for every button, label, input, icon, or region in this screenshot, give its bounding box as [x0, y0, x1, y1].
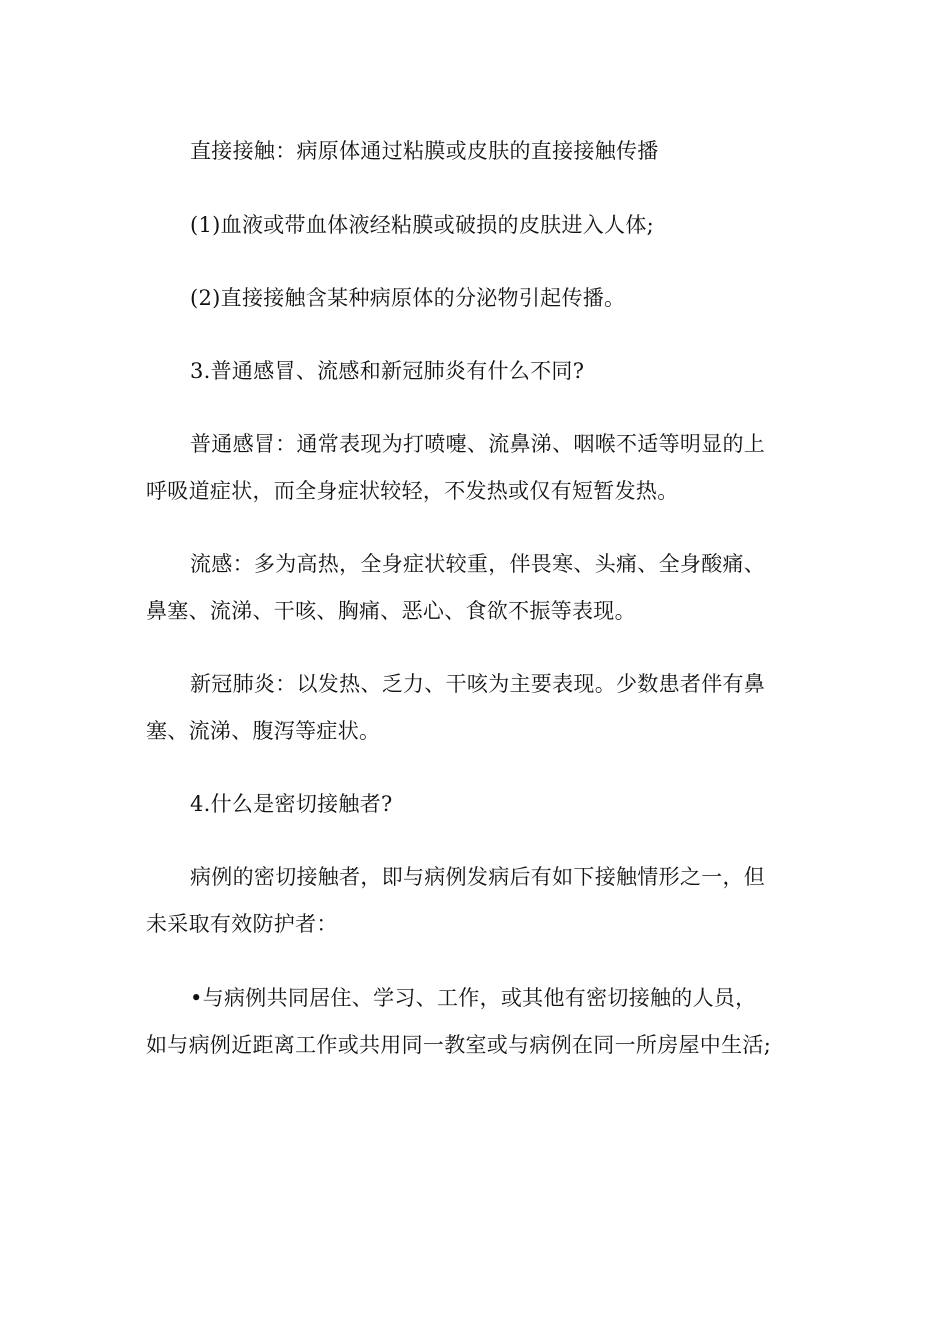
list-item-1: (1)血液或带血体液经粘膜或破损的皮肤进入人体; [190, 213, 655, 237]
section-heading-3: 3.普通感冒、流感和新冠肺炎有什么不同? [190, 359, 585, 383]
paragraph-common-cold-line-2: 呼吸道症状，而全身症状较轻，不发热或仅有短暂发热。 [146, 479, 679, 503]
bullet-item-line-1: •与病例共同居住、学习、工作，或其他有密切接触的人员， [190, 986, 757, 1010]
paragraph-close-contact-line-2: 未采取有效防护者： [146, 912, 338, 936]
paragraph-flu-line-1: 流感：多为高热，全身症状较重，伴畏寒、头痛、全身酸痛、 [190, 552, 766, 576]
paragraph-flu-line-2: 鼻塞、流涕、干咳、胸痛、恶心、食欲不振等表现。 [146, 599, 636, 623]
paragraph-close-contact-line-1: 病例的密切接触者，即与病例发病后有如下接触情形之一，但 [190, 865, 766, 889]
paragraph-covid-line-2: 塞、流涕、腹泻等症状。 [146, 719, 381, 743]
list-item-2: (2)直接接触含某种病原体的分泌物引起传播。 [190, 286, 626, 310]
paragraph-direct-contact: 直接接触：病原体通过粘膜或皮肤的直接接触传播 [190, 139, 659, 163]
paragraph-covid-line-1: 新冠肺炎：以发热、乏力、干咳为主要表现。少数患者伴有鼻 [190, 672, 766, 696]
paragraph-common-cold-line-1: 普通感冒：通常表现为打喷嚏、流鼻涕、咽喉不适等明显的上 [190, 432, 766, 456]
bullet-item-line-2: 如与病例近距离工作或共用同一教室或与病例在同一所房屋中生活; [146, 1033, 772, 1057]
section-heading-4: 4.什么是密切接触者? [190, 792, 393, 816]
